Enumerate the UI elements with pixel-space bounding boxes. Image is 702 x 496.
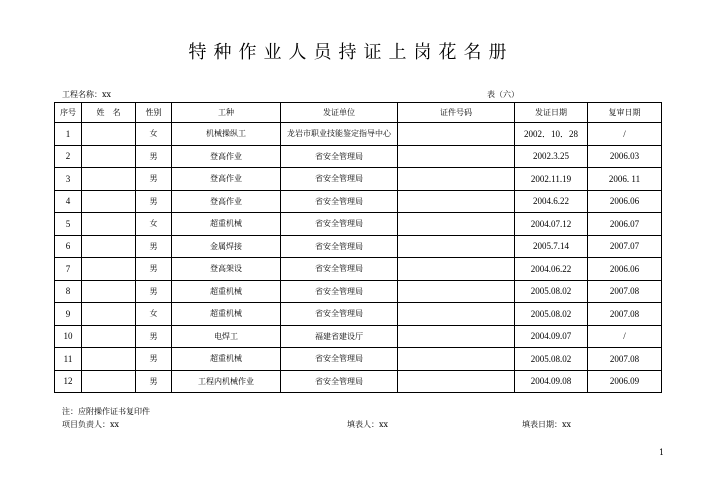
row-issuer: 省安全管理局 bbox=[281, 190, 398, 213]
row-gender: 女 bbox=[136, 303, 172, 326]
header-trade: 工种 bbox=[172, 103, 281, 123]
row-issue-date: 2002．10．28 bbox=[515, 123, 588, 146]
row-issue-date: 2002.3.25 bbox=[515, 145, 588, 168]
row-review-date: 2006.03 bbox=[588, 145, 662, 168]
table-row bbox=[55, 370, 662, 393]
row-issue-date: 2002.11.19 bbox=[515, 168, 588, 191]
row-number: 8 bbox=[55, 280, 82, 303]
row-review-date: 2006. 11 bbox=[588, 168, 662, 191]
table-row bbox=[55, 303, 662, 326]
table-row bbox=[55, 145, 662, 168]
table-row bbox=[55, 258, 662, 281]
header-review-date: 复审日期 bbox=[588, 103, 662, 123]
row-cert-no bbox=[398, 123, 515, 146]
row-review-date: / bbox=[588, 123, 662, 146]
row-name bbox=[82, 168, 136, 191]
row-gender: 男 bbox=[136, 348, 172, 371]
row-issue-date: 2004.09.07 bbox=[515, 325, 588, 348]
row-cert-no bbox=[398, 213, 515, 236]
row-gender: 男 bbox=[136, 370, 172, 393]
row-cert-no bbox=[398, 370, 515, 393]
row-gender: 男 bbox=[136, 235, 172, 258]
row-name bbox=[82, 348, 136, 371]
row-trade: 金属焊接 bbox=[172, 235, 281, 258]
row-name bbox=[82, 325, 136, 348]
row-issuer: 省安全管理局 bbox=[281, 213, 398, 236]
row-issuer: 省安全管理局 bbox=[281, 303, 398, 326]
row-cert-no bbox=[398, 348, 515, 371]
row-review-date: / bbox=[588, 325, 662, 348]
row-trade: 超重机械 bbox=[172, 213, 281, 236]
row-trade: 机械操纵工 bbox=[172, 123, 281, 146]
row-trade: 工程内机械作业 bbox=[172, 370, 281, 393]
row-name bbox=[82, 303, 136, 326]
row-issue-date: 2004.06.22 bbox=[515, 258, 588, 281]
table-row bbox=[55, 168, 662, 191]
row-review-date: 2007.07 bbox=[588, 235, 662, 258]
row-review-date: 2007.08 bbox=[588, 348, 662, 371]
table-row bbox=[55, 325, 662, 348]
header-issuer: 发证单位 bbox=[281, 103, 398, 123]
row-gender: 男 bbox=[136, 168, 172, 191]
row-name bbox=[82, 213, 136, 236]
row-review-date: 2006.09 bbox=[588, 370, 662, 393]
table-row bbox=[55, 348, 662, 371]
form-filler: 填表人：xx bbox=[347, 420, 389, 429]
page-number: 1 bbox=[659, 448, 665, 457]
header-gender: 性别 bbox=[136, 103, 172, 123]
row-gender: 男 bbox=[136, 258, 172, 281]
table-row bbox=[55, 190, 662, 213]
row-issuer: 省安全管理局 bbox=[281, 280, 398, 303]
row-number: 12 bbox=[55, 370, 82, 393]
header-name: 姓 名 bbox=[82, 103, 136, 123]
row-trade: 登高作业 bbox=[172, 145, 281, 168]
header-issue-date: 发证日期 bbox=[515, 103, 588, 123]
note: 注：应附操作证书复印件 bbox=[62, 407, 150, 416]
row-trade: 登高作业 bbox=[172, 190, 281, 213]
project-manager: 项目负责人：xx bbox=[62, 420, 120, 429]
row-review-date: 2006.06 bbox=[588, 258, 662, 281]
row-name bbox=[82, 123, 136, 146]
row-gender: 男 bbox=[136, 190, 172, 213]
row-number: 10 bbox=[55, 325, 82, 348]
row-gender: 男 bbox=[136, 325, 172, 348]
row-review-date: 2007.08 bbox=[588, 280, 662, 303]
row-number: 11 bbox=[55, 348, 82, 371]
row-cert-no bbox=[398, 145, 515, 168]
project-name: 工程名称：xx bbox=[62, 90, 112, 99]
row-issue-date: 2004.09.08 bbox=[515, 370, 588, 393]
row-issuer: 福建省建设厅 bbox=[281, 325, 398, 348]
row-number: 4 bbox=[55, 190, 82, 213]
page-title: 特种作业人员持证上岗花名册 bbox=[188, 42, 514, 63]
header-cert-no: 证件号码 bbox=[398, 103, 515, 123]
header-no: 序号 bbox=[55, 103, 82, 123]
row-number: 2 bbox=[55, 145, 82, 168]
table-row bbox=[55, 280, 662, 303]
row-issue-date: 2004.6.22 bbox=[515, 190, 588, 213]
row-trade: 超重机械 bbox=[172, 280, 281, 303]
row-review-date: 2007.08 bbox=[588, 303, 662, 326]
row-name bbox=[82, 235, 136, 258]
row-gender: 女 bbox=[136, 213, 172, 236]
row-issue-date: 2004.07.12 bbox=[515, 213, 588, 236]
row-review-date: 2006.06 bbox=[588, 190, 662, 213]
row-number: 1 bbox=[55, 123, 82, 146]
certificate-table bbox=[54, 102, 662, 393]
row-issuer: 省安全管理局 bbox=[281, 235, 398, 258]
row-trade: 超重机械 bbox=[172, 303, 281, 326]
row-issue-date: 2005.08.02 bbox=[515, 348, 588, 371]
row-cert-no bbox=[398, 190, 515, 213]
row-cert-no bbox=[398, 280, 515, 303]
header-row bbox=[55, 103, 662, 123]
row-issuer: 省安全管理局 bbox=[281, 258, 398, 281]
row-issuer: 省安全管理局 bbox=[281, 370, 398, 393]
row-number: 9 bbox=[55, 303, 82, 326]
row-issue-date: 2005.08.02 bbox=[515, 280, 588, 303]
row-number: 7 bbox=[55, 258, 82, 281]
row-name bbox=[82, 190, 136, 213]
row-issuer: 省安全管理局 bbox=[281, 168, 398, 191]
table-number: 表（六） bbox=[487, 90, 519, 99]
row-name bbox=[82, 258, 136, 281]
row-cert-no bbox=[398, 258, 515, 281]
row-issue-date: 2005.7.14 bbox=[515, 235, 588, 258]
row-number: 3 bbox=[55, 168, 82, 191]
row-cert-no bbox=[398, 325, 515, 348]
row-cert-no bbox=[398, 235, 515, 258]
table-row bbox=[55, 123, 662, 146]
row-name bbox=[82, 145, 136, 168]
row-issuer: 省安全管理局 bbox=[281, 348, 398, 371]
row-cert-no bbox=[398, 303, 515, 326]
fill-date: 填表日期：xx bbox=[522, 420, 572, 429]
row-number: 5 bbox=[55, 213, 82, 236]
row-review-date: 2006.07 bbox=[588, 213, 662, 236]
row-gender: 男 bbox=[136, 145, 172, 168]
row-number: 6 bbox=[55, 235, 82, 258]
row-issuer: 省安全管理局 bbox=[281, 145, 398, 168]
row-trade: 登高架设 bbox=[172, 258, 281, 281]
table-row bbox=[55, 235, 662, 258]
row-trade: 超重机械 bbox=[172, 348, 281, 371]
row-issue-date: 2005.08.02 bbox=[515, 303, 588, 326]
row-name bbox=[82, 280, 136, 303]
table-row bbox=[55, 213, 662, 236]
row-gender: 男 bbox=[136, 280, 172, 303]
row-trade: 电焊工 bbox=[172, 325, 281, 348]
row-cert-no bbox=[398, 168, 515, 191]
row-trade: 登高作业 bbox=[172, 168, 281, 191]
row-name bbox=[82, 370, 136, 393]
row-issuer: 龙岩市职业技能鉴定指导中心 bbox=[281, 123, 398, 146]
row-gender: 女 bbox=[136, 123, 172, 146]
